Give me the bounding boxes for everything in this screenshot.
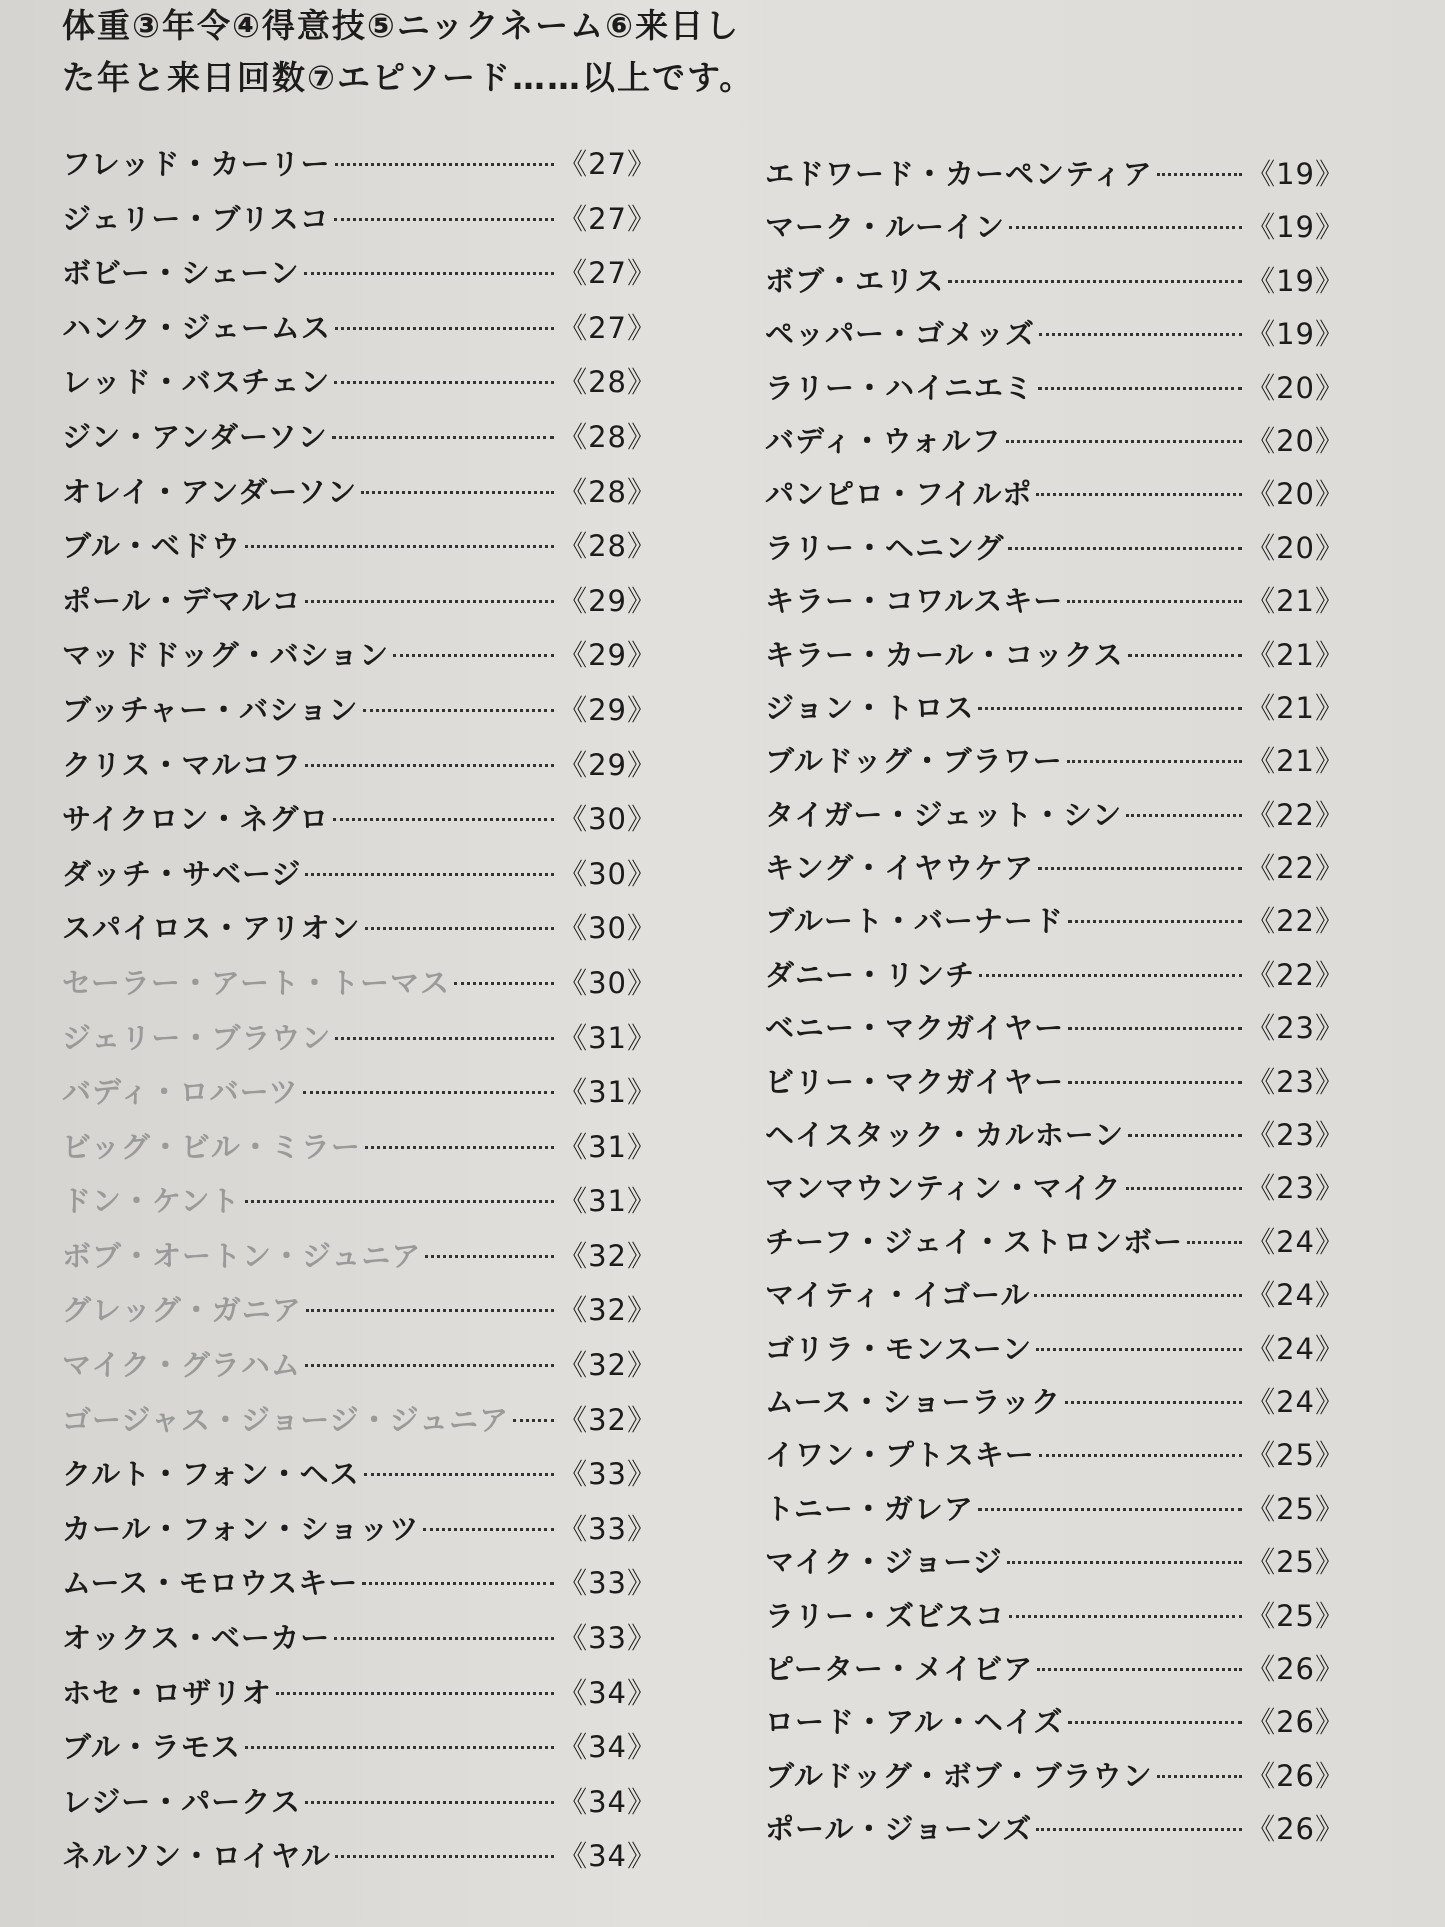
wrestler-name: マイク・ジョージ	[765, 1545, 1003, 1580]
wrestler-name: ゴリラ・モンスーン	[765, 1331, 1033, 1366]
wrestler-name: イワン・プトスキー	[765, 1438, 1035, 1473]
page-number: 《28》	[558, 419, 657, 454]
wrestler-name: ホセ・ロザリオ	[62, 1675, 272, 1710]
dot-leader	[1157, 173, 1242, 176]
dot-leader	[305, 764, 554, 767]
page-number: 《32》	[558, 1238, 657, 1273]
intro-line-2: た年と来日回数⑦エピソード……以上です。	[62, 58, 755, 97]
dot-leader	[1067, 760, 1242, 763]
wrestler-name: ジェリー・ブラウン	[62, 1020, 332, 1055]
page-number: 《23》	[1246, 1171, 1345, 1206]
dot-leader	[305, 600, 554, 603]
index-entry	[765, 793, 1345, 846]
index-entry	[765, 472, 1345, 525]
dot-leader	[1067, 600, 1242, 603]
index-entry	[765, 899, 1345, 952]
dot-leader	[425, 1255, 554, 1258]
wrestler-name: トニー・ガレア	[765, 1491, 974, 1526]
page-number: 《20》	[1246, 423, 1345, 458]
dot-leader	[362, 1582, 554, 1585]
dot-leader	[1068, 920, 1242, 923]
wrestler-name: ポール・デマルコ	[62, 583, 302, 618]
dot-leader	[306, 1309, 554, 1312]
wrestler-name: レッド・バスチェン	[62, 365, 331, 400]
wrestler-name: マイク・グラハム	[62, 1348, 301, 1383]
wrestler-name: ロード・アル・ヘイズ	[765, 1705, 1064, 1740]
index-entry	[765, 1594, 1345, 1647]
index-entry	[765, 1700, 1345, 1753]
index-entry	[765, 953, 1345, 1006]
dot-leader	[364, 1473, 554, 1476]
page-number: 《22》	[1246, 957, 1345, 992]
wrestler-name: オレイ・アンダーソン	[62, 474, 358, 509]
wrestler-name: ボブ・オートン・ジュニア	[62, 1238, 422, 1273]
index-entry	[62, 1616, 657, 1671]
index-entry	[765, 419, 1345, 472]
index-entry	[62, 1561, 657, 1616]
dot-leader	[1039, 1454, 1242, 1457]
wrestler-name: ボブ・エリス	[765, 263, 945, 298]
wrestler-name: ハンク・ジェームス	[62, 310, 331, 345]
page-number: 《22》	[1246, 797, 1345, 832]
page-number: 《29》	[558, 638, 657, 673]
dot-leader	[979, 974, 1242, 977]
wrestler-name: キラー・コワルスキー	[765, 584, 1064, 619]
index-entry	[765, 1807, 1345, 1860]
index-entry	[62, 961, 657, 1016]
wrestler-name: ブル・ベドウ	[62, 529, 241, 564]
dot-leader	[1126, 1187, 1243, 1190]
wrestler-name: ブルドッグ・ボブ・ブラウン	[765, 1758, 1153, 1793]
dot-leader	[335, 1037, 554, 1040]
index-entry	[62, 797, 657, 852]
dot-leader	[245, 1746, 554, 1749]
page-number: 《25》	[1246, 1545, 1345, 1580]
wrestler-name: バディ・ウォルフ	[765, 423, 1002, 458]
page-number: 《19》	[1246, 157, 1345, 191]
page-number: 《23》	[1246, 1064, 1345, 1099]
page-number: 《27》	[558, 201, 657, 236]
wrestler-name: ビッグ・ビル・ミラー	[62, 1129, 361, 1164]
wrestler-name: ラリー・ヘニング	[765, 530, 1005, 565]
wrestler-name: ゴージャス・ジョージ・ジュニア	[62, 1402, 510, 1437]
index-entry	[765, 1006, 1345, 1059]
dot-leader	[1065, 1401, 1242, 1404]
dot-leader	[1036, 1348, 1242, 1351]
dot-leader	[1006, 440, 1243, 443]
index-entry	[765, 1487, 1345, 1540]
index-entry	[765, 366, 1345, 419]
dot-leader	[1068, 1081, 1242, 1084]
page-number: 《24》	[1246, 1384, 1345, 1419]
dot-leader	[948, 280, 1242, 283]
page-number: 《19》	[1246, 263, 1345, 298]
page-number: 《34》	[558, 1730, 657, 1765]
page-number: 《29》	[558, 747, 657, 782]
wrestler-index-left-column	[62, 142, 657, 1889]
page-number: 《21》	[1246, 744, 1345, 779]
page-number: 《27》	[558, 147, 657, 181]
page-number: 《34》	[558, 1784, 657, 1819]
index-entry	[765, 1273, 1345, 1326]
page-number: 《27》	[558, 256, 657, 291]
wrestler-name: レジー・パークス	[62, 1784, 301, 1819]
page-number: 《23》	[1246, 1011, 1345, 1046]
dot-leader	[513, 1419, 554, 1422]
index-entry	[62, 1780, 657, 1835]
index-entry	[62, 360, 657, 415]
index-entry	[765, 312, 1345, 365]
page-number: 《27》	[558, 310, 657, 345]
wrestler-name: サイクロン・ネグロ	[62, 802, 330, 837]
dot-leader	[361, 491, 554, 494]
wrestler-name: ラリー・ハイニエミ	[765, 370, 1034, 405]
dot-leader	[393, 654, 554, 657]
index-entry	[62, 415, 657, 470]
page-number: 《24》	[1246, 1224, 1345, 1259]
wrestler-name: ブル・ラモス	[62, 1730, 241, 1765]
dot-leader	[454, 982, 554, 985]
wrestler-name: ブルドッグ・ブラワー	[765, 744, 1063, 779]
dot-leader	[423, 1528, 554, 1531]
page-number: 《28》	[558, 365, 657, 400]
page-number: 《32》	[558, 1293, 657, 1328]
dot-leader	[363, 709, 555, 712]
page-number: 《24》	[1246, 1278, 1345, 1313]
wrestler-name: グレッグ・ガニア	[62, 1293, 302, 1328]
index-entry	[62, 197, 657, 252]
wrestler-name: スパイロス・アリオン	[62, 911, 361, 946]
page-number: 《19》	[1246, 317, 1345, 352]
dot-leader	[1009, 226, 1242, 229]
dot-leader	[978, 707, 1242, 710]
wrestler-name: ダッチ・サベージ	[62, 856, 302, 891]
page-number: 《31》	[558, 1020, 657, 1055]
wrestler-name: キラー・カール・コックス	[765, 637, 1124, 672]
index-entry	[765, 152, 1345, 205]
index-entry	[62, 251, 657, 306]
wrestler-name: ブッチャー・バション	[62, 692, 359, 727]
page-number: 《19》	[1246, 210, 1345, 245]
dot-leader	[335, 1855, 554, 1858]
page-number: 《29》	[558, 692, 657, 727]
page-number: 《32》	[558, 1402, 657, 1437]
index-entry	[62, 1671, 657, 1726]
page-number: 《20》	[1246, 530, 1345, 565]
dot-leader	[333, 818, 554, 821]
wrestler-name: オックス・ベーカー	[62, 1621, 331, 1656]
wrestler-name: バディ・ロバーツ	[62, 1075, 299, 1110]
wrestler-name: マーク・ルーイン	[765, 210, 1006, 245]
dot-leader	[1187, 1241, 1242, 1244]
page-number: 《23》	[1246, 1118, 1345, 1153]
page-number: 《30》	[558, 965, 657, 1000]
dot-leader	[332, 436, 554, 439]
page-number: 《22》	[1246, 904, 1345, 939]
index-entry	[62, 1179, 657, 1234]
index-entry	[62, 1234, 657, 1289]
page-number: 《30》	[558, 856, 657, 891]
dot-leader	[334, 1637, 554, 1640]
page-number: 《29》	[558, 583, 657, 618]
dot-leader	[334, 218, 554, 221]
wrestler-name: エドワード・カーペンティア	[765, 157, 1153, 191]
index-entry	[62, 579, 657, 634]
wrestler-name: ムース・モロウスキー	[62, 1566, 359, 1601]
wrestler-name: ジョン・トロス	[765, 690, 975, 725]
page-number: 《33》	[558, 1566, 657, 1601]
wrestler-name: キング・イヤウケア	[765, 851, 1035, 886]
dot-leader	[1036, 1828, 1242, 1831]
wrestler-name: クリス・マルコフ	[62, 747, 302, 782]
dot-leader	[276, 1692, 554, 1695]
wrestler-name: セーラー・アート・トーマス	[62, 965, 450, 1000]
wrestler-name: パンピロ・フイルポ	[765, 477, 1033, 512]
dot-leader	[304, 272, 554, 275]
page-number: 《25》	[1246, 1491, 1345, 1526]
page-number: 《26》	[1246, 1651, 1345, 1686]
index-entry	[62, 743, 657, 798]
dot-leader	[365, 1146, 554, 1149]
index-entry	[765, 205, 1345, 258]
dot-leader	[335, 327, 554, 330]
index-entry	[765, 1113, 1345, 1166]
index-entry	[62, 306, 657, 361]
dot-leader	[1128, 1134, 1242, 1137]
index-entry	[62, 688, 657, 743]
dot-leader	[334, 381, 554, 384]
wrestler-name: ペッパー・ゴメッズ	[765, 317, 1036, 352]
wrestler-name: ラリー・ズビスコ	[765, 1598, 1006, 1633]
wrestler-name: ネルソン・ロイヤル	[62, 1839, 331, 1874]
page-number: 《34》	[558, 1675, 657, 1710]
page-number: 《26》	[1246, 1705, 1345, 1740]
wrestler-name: ポール・ジョーンズ	[765, 1812, 1033, 1847]
dot-leader	[1128, 654, 1243, 657]
index-entry	[765, 1166, 1345, 1219]
dot-leader	[1034, 1294, 1242, 1297]
page-number: 《25》	[1246, 1598, 1345, 1633]
wrestler-name: クルト・フォン・ヘス	[62, 1457, 360, 1492]
wrestler-name: フレッド・カーリー	[62, 147, 331, 181]
index-entry	[765, 526, 1345, 579]
page-number: 《21》	[1246, 637, 1345, 672]
page-number: 《25》	[1246, 1438, 1345, 1473]
page-number: 《31》	[558, 1184, 657, 1219]
page-number: 《28》	[558, 529, 657, 564]
dot-leader	[1008, 547, 1242, 550]
index-entry	[62, 1507, 657, 1562]
page-number: 《33》	[558, 1457, 657, 1492]
wrestler-name: ドン・ケント	[62, 1184, 241, 1219]
dot-leader	[1039, 333, 1242, 336]
index-entry	[62, 852, 657, 907]
index-entry	[62, 1125, 657, 1180]
dot-leader	[1038, 387, 1242, 390]
index-entry	[765, 259, 1345, 312]
dot-leader	[1007, 1561, 1242, 1564]
index-entry	[765, 686, 1345, 739]
index-entry	[62, 1834, 657, 1889]
wrestler-name: チーフ・ジェイ・ストロンボー	[765, 1224, 1183, 1259]
page-number: 《33》	[558, 1511, 657, 1546]
index-entry	[62, 1288, 657, 1343]
dot-leader	[303, 1091, 555, 1094]
index-entry	[62, 1398, 657, 1453]
dot-leader	[365, 927, 555, 930]
wrestler-name: マッドドッグ・バション	[62, 638, 390, 673]
dot-leader	[1037, 1668, 1242, 1671]
page-number: 《32》	[558, 1348, 657, 1383]
index-entry	[765, 1647, 1345, 1700]
dot-leader	[305, 1801, 554, 1804]
wrestler-name: ヘイスタック・カルホーン	[765, 1118, 1125, 1153]
index-entry	[765, 1433, 1345, 1486]
intro-text	[62, 0, 822, 104]
index-entry	[765, 739, 1345, 792]
dot-leader	[1068, 1027, 1242, 1030]
wrestler-name: ボビー・シェーン	[62, 256, 300, 291]
index-entry	[62, 1343, 657, 1398]
dot-leader	[1126, 814, 1242, 817]
page-number: 《20》	[1246, 370, 1345, 405]
dot-leader	[1038, 867, 1242, 870]
index-entry	[765, 1380, 1345, 1433]
wrestler-name: マンマウンティン・マイク	[765, 1171, 1122, 1206]
page-number: 《31》	[558, 1075, 657, 1110]
dot-leader	[305, 873, 554, 876]
wrestler-name: ベニー・マクガイヤー	[765, 1011, 1065, 1046]
dot-leader	[1157, 1775, 1242, 1778]
wrestler-name: ダニー・リンチ	[765, 957, 976, 992]
index-entry	[765, 1540, 1345, 1593]
wrestler-name: ビリー・マクガイヤー	[765, 1064, 1065, 1099]
page-number: 《34》	[558, 1839, 657, 1874]
dot-leader	[1009, 1615, 1242, 1618]
index-entry	[62, 906, 657, 961]
index-entry	[62, 470, 657, 525]
dot-leader	[245, 545, 554, 548]
dot-leader	[305, 1364, 554, 1367]
index-entry	[62, 1725, 657, 1780]
wrestler-name: ピーター・メイビア	[765, 1651, 1034, 1686]
page-number: 《26》	[1246, 1758, 1345, 1793]
index-entry	[62, 1452, 657, 1507]
index-entry	[765, 846, 1345, 899]
wrestler-name: ジェリー・ブリスコ	[62, 201, 330, 236]
page-number: 《21》	[1246, 690, 1345, 725]
page-number: 《31》	[558, 1129, 657, 1164]
wrestler-index-right-column	[765, 152, 1345, 1861]
index-entry	[62, 524, 657, 579]
index-entry	[765, 1060, 1345, 1113]
wrestler-name: ジン・アンダーソン	[62, 419, 328, 454]
page-number: 《33》	[558, 1621, 657, 1656]
index-entry	[765, 1754, 1345, 1807]
page-number: 《30》	[558, 802, 657, 837]
page-number: 《22》	[1246, 851, 1345, 886]
wrestler-name: ブルート・バーナード	[765, 904, 1064, 939]
index-entry	[765, 633, 1345, 686]
dot-leader	[1036, 493, 1242, 496]
wrestler-name: ムース・ショーラック	[765, 1384, 1061, 1419]
index-entry	[62, 1070, 657, 1125]
index-entry	[765, 1327, 1345, 1380]
page-number: 《26》	[1246, 1812, 1345, 1847]
index-entry	[765, 1220, 1345, 1273]
page-number: 《20》	[1246, 477, 1345, 512]
dot-leader	[1068, 1721, 1243, 1724]
dot-leader	[978, 1508, 1242, 1511]
index-entry	[62, 1016, 657, 1071]
intro-line-1: 体重③年令④得意技⑤ニックネーム⑥来日し	[62, 6, 741, 45]
index-entry	[62, 633, 657, 688]
page-number: 《30》	[558, 911, 657, 946]
page-number: 《24》	[1246, 1331, 1345, 1366]
dot-leader	[335, 163, 555, 166]
page-number: 《21》	[1246, 584, 1345, 619]
page-number: 《28》	[558, 474, 657, 509]
index-entry	[765, 579, 1345, 632]
wrestler-name: カール・フォン・ショッツ	[62, 1511, 420, 1546]
wrestler-name: マイティ・イゴール	[765, 1278, 1031, 1313]
wrestler-name: タイガー・ジェット・シン	[765, 797, 1123, 832]
index-entry	[62, 142, 657, 197]
dot-leader	[245, 1200, 555, 1203]
